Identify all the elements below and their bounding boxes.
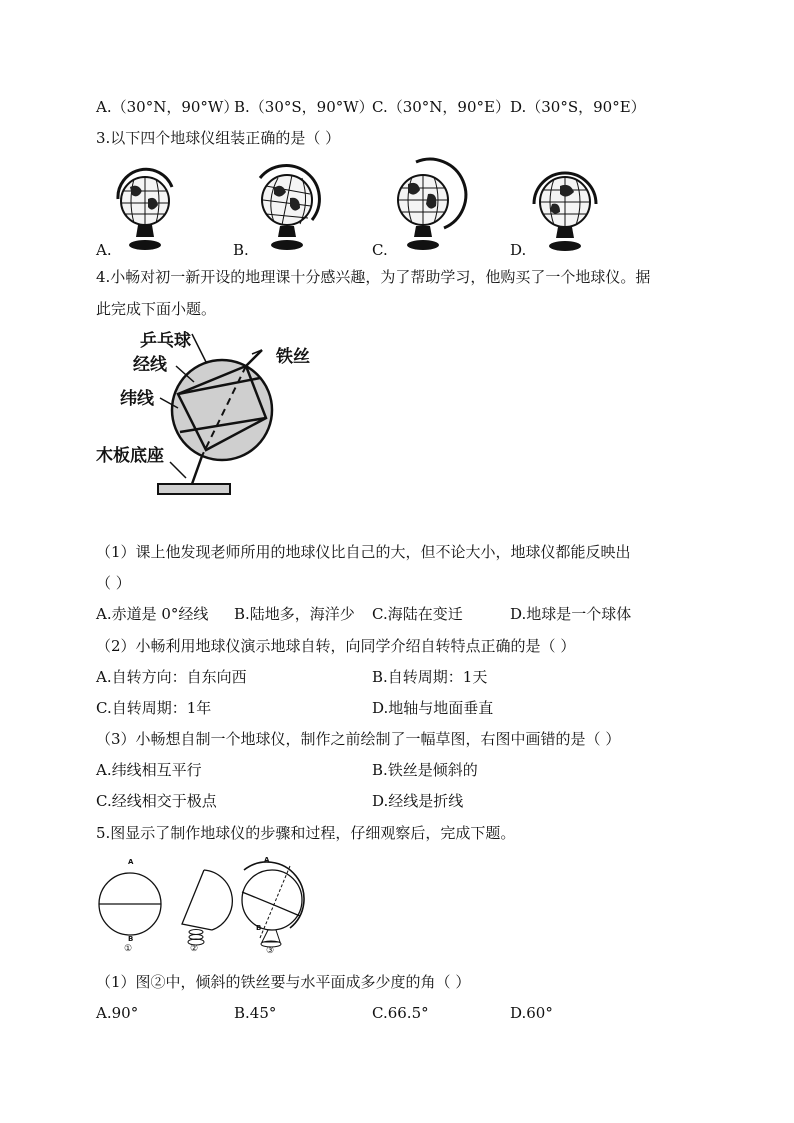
q4-sub3-option-a: A.纬线相互平行: [96, 761, 202, 779]
globe-b-icon: [252, 160, 322, 255]
q5-intro: 5.图显示了制作地球仪的步骤和过程，仔细观察后，完成下题。: [96, 824, 516, 842]
q4-sub2-option-a: A.自转方向：自东向西: [96, 668, 247, 686]
label-pingpong: 乒乓球: [140, 331, 191, 351]
label-parallel: 纬线: [120, 389, 154, 409]
q3-stem: 3.以下四个地球仪组装正确的是（ ）: [96, 129, 341, 147]
q4-sub2-option-b: B.自转周期：1天: [372, 668, 488, 686]
q4-sub2-option-d: D.地轴与地面垂直: [372, 699, 494, 717]
q3-label-d: D.: [510, 241, 527, 259]
q4-sub3-stem: （3）小畅想自制一个地球仪，制作之前绘制了一幅草图，右图中画错的是（ ）: [96, 730, 621, 748]
step1-label-a: A: [128, 858, 134, 866]
q3-label-b: B.: [233, 241, 249, 259]
q2-option-c: C.（30°N，90°E）: [372, 98, 510, 116]
q4-sub1-line1: （1）课上他发现老师所用的地球仪比自己的大，但不论大小，地球仪都能反映出: [96, 543, 631, 561]
label-wire: 铁丝: [276, 347, 310, 367]
q4-intro-line1: 4.小畅对初一新开设的地理课十分感兴趣，为了帮助学习，他购买了一个地球仪。据: [96, 268, 651, 286]
q2-option-a: A.（30°N，90°W）: [96, 98, 239, 116]
q3-label-c: C.: [372, 241, 388, 259]
q2-option-b: B.（30°S，90°W）: [234, 98, 374, 116]
q2-option-d: D.（30°S，90°E）: [510, 98, 646, 116]
step2-number: ②: [190, 944, 199, 954]
q4-sub3-option-c: C.经线相交于极点: [96, 792, 217, 810]
q5-sub1-option-c: C.66.5°: [372, 1004, 429, 1022]
q4-sub1-option-c: C.海陆在变迁: [372, 605, 463, 623]
label-meridian: 经线: [133, 355, 167, 375]
q4-sub3-option-b: B.铁丝是倾斜的: [372, 761, 478, 779]
q4-sub1-option-d: D.地球是一个球体: [510, 605, 632, 623]
q5-sub1-option-a: A.90°: [96, 1004, 139, 1022]
q5-sub1-stem: （1）图②中，倾斜的铁丝要与水平面成多少度的角（ ）: [96, 973, 471, 991]
q3-label-a: A.: [96, 241, 112, 259]
step1-label-b: B: [128, 935, 134, 943]
globe-d-icon: [530, 160, 600, 255]
q4-intro-line2: 此完成下面小题。: [96, 300, 217, 318]
q4-sub2-stem: （2）小畅利用地球仪演示地球自转，向同学介绍自转特点正确的是（ ）: [96, 637, 576, 655]
step1-number: ①: [124, 944, 133, 954]
step3-number: ③: [266, 946, 275, 956]
globe-a-icon: [112, 165, 178, 255]
q4-sub1-option-b: B.陆地多，海洋少: [234, 605, 355, 623]
q5-sub1-option-d: D.60°: [510, 1004, 553, 1022]
label-base: 木板底座: [96, 446, 164, 466]
globe-c-icon: [388, 160, 458, 255]
step3-label-b: B: [256, 924, 262, 932]
q4-sub1-option-a: A.赤道是 0°经线: [96, 605, 209, 623]
q5-sub1-option-b: B.45°: [234, 1004, 277, 1022]
step3-label-a: A: [264, 856, 270, 864]
q4-sub1-line2: （ ）: [96, 574, 131, 592]
q4-sub3-option-d: D.经线是折线: [372, 792, 464, 810]
q4-sub2-option-c: C.自转周期：1年: [96, 699, 212, 717]
